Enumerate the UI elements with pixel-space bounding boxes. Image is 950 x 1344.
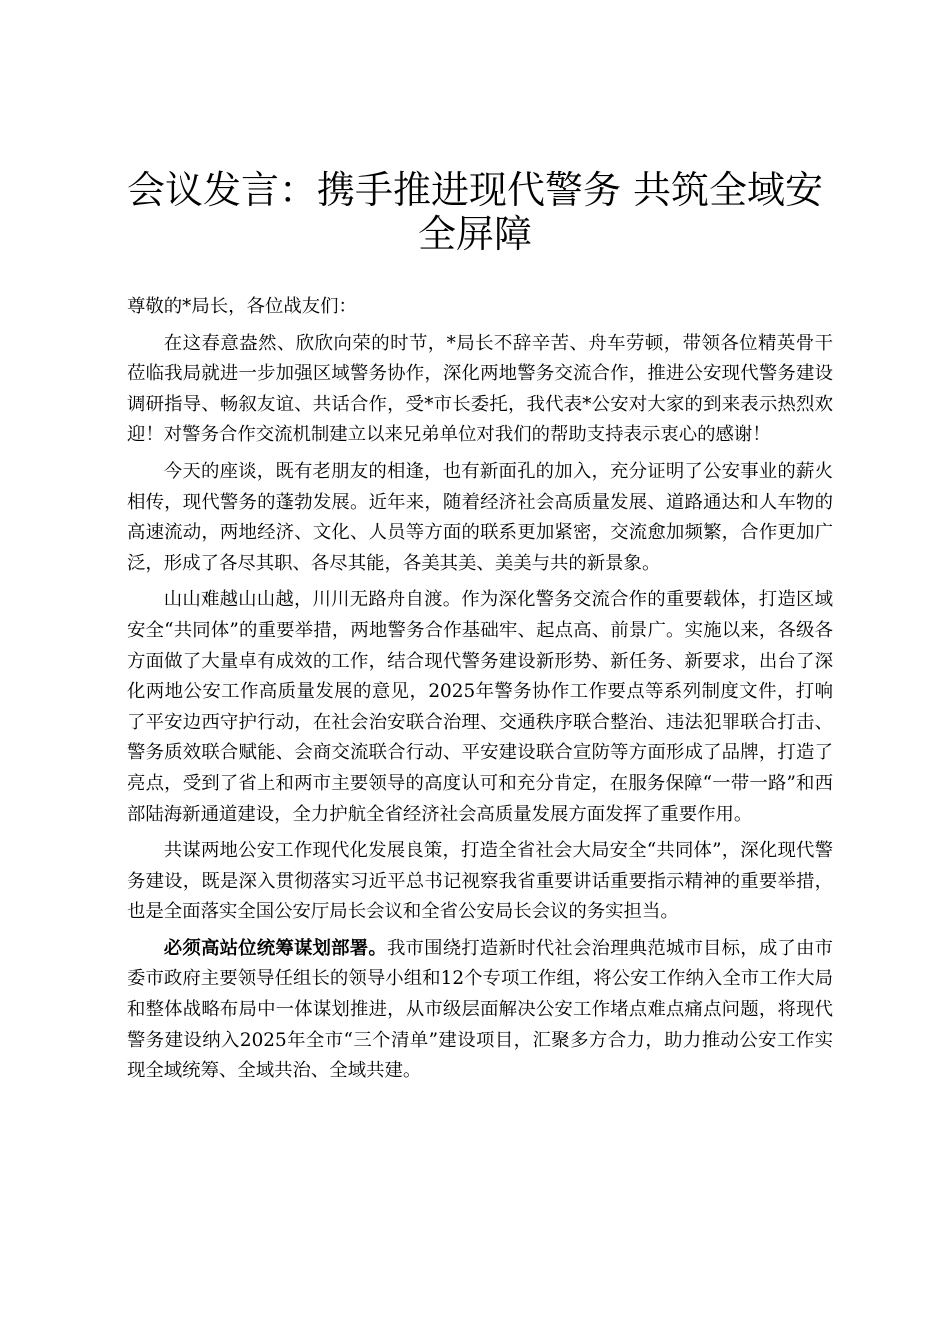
paragraph-welcome [127,329,833,451]
greeting: 尊敬的*局长，各位战友们： [127,296,357,317]
paragraph-planning [127,934,833,1087]
paragraph-text: 今天的座谈，既有老朋友的相逢，也有新面孔的加入，充分证明了公安事业的薪火相传，现代警务的蓬勃发展。近年来，随着经济社会高质量发展、道路通达和人车物的高速流动，两地经济、文化、人员等方面的联系更加紧密，交流愈加频繁，合作更加广泛，形成了各尽其职、各尽其能，各美其美、美美与共的新景象。 [127,460,833,574]
paragraph-strategy [127,836,833,928]
paragraph-meeting [127,457,833,579]
document-title: 会议发言：携手推进现代警务 共筑全域安全屏障 [126,168,824,256]
paragraph-text: 我市围绕打造新时代社会治理典范城市目标，成了由市委市政府主要领导任组长的领导小组和12个专项工作组，将公安工作纳入全市工作大局和整体战略布局中一体谋划推进，从市级层面解决公安工作堵点难点痛点问题，将现代警务建设纳入2025年全市“三个清单”建设项目，汇聚多方合力，助力推动公安工作实现全域统筹、全域共治、全域共建。 [127,937,833,1082]
paragraph-text: 共谋两地公安工作现代化发展良策，打造全省社会大局安全“共同体”，深化现代警务建设，既是深入贯彻落实习近平总书记视察我省重要讲话重要指示精神的重要举措，也是全面落实全国公安厅局长会议和全省公安局长会议的务实担当。 [127,840,833,923]
paragraph-text: 在这春意盎然、欣欣向荣的时节，*局长不辞辛苦、舟车劳顿，带领各位精英骨干莅临我局就进一步加强区域警务协作，深化两地警务交流合作，推进公安现代警务建设调研指导、畅叙友谊、共话合作，受*市长委托，我代表*公安对大家的到来表示热烈欢迎！对警务合作交流机制建立以来兄弟单位对我们的帮助支持表示衷心的感谢！ [127,332,833,446]
paragraph-text: 山山难越山山越，川川无路舟自渡。作为深化警务交流合作的重要载体，打造区域安全“共同体”的重要举措，两地警务合作基础牢、起点高、前景广。实施以来，各级各方面做了大量卓有成效的工作，结合现代警务建设新形势、新任务、新要求，出台了深化两地公安工作高质量发展的意见，2025年警务协作工作要点等系列制度文件，打响了平安边西守护行动，在社会治安联合治理、交通秩序联合整治、违法犯罪联合打击、警务质效联合赋能、会商交流联合行动、平安建设联合宣防等方面形成了品牌，打造了亮点，受到了省上和两市主要领导的高度认可和充分肯定，在服务保障“一带一路”和西部陆海新通道建设，全力护航全省经济社会高质量发展方面发挥了重要作用。 [127,589,833,825]
document-body [127,292,833,1093]
paragraph-lead: 必须高站位统筹谋划部署。 [163,937,387,959]
paragraph-cooperation [127,585,833,830]
